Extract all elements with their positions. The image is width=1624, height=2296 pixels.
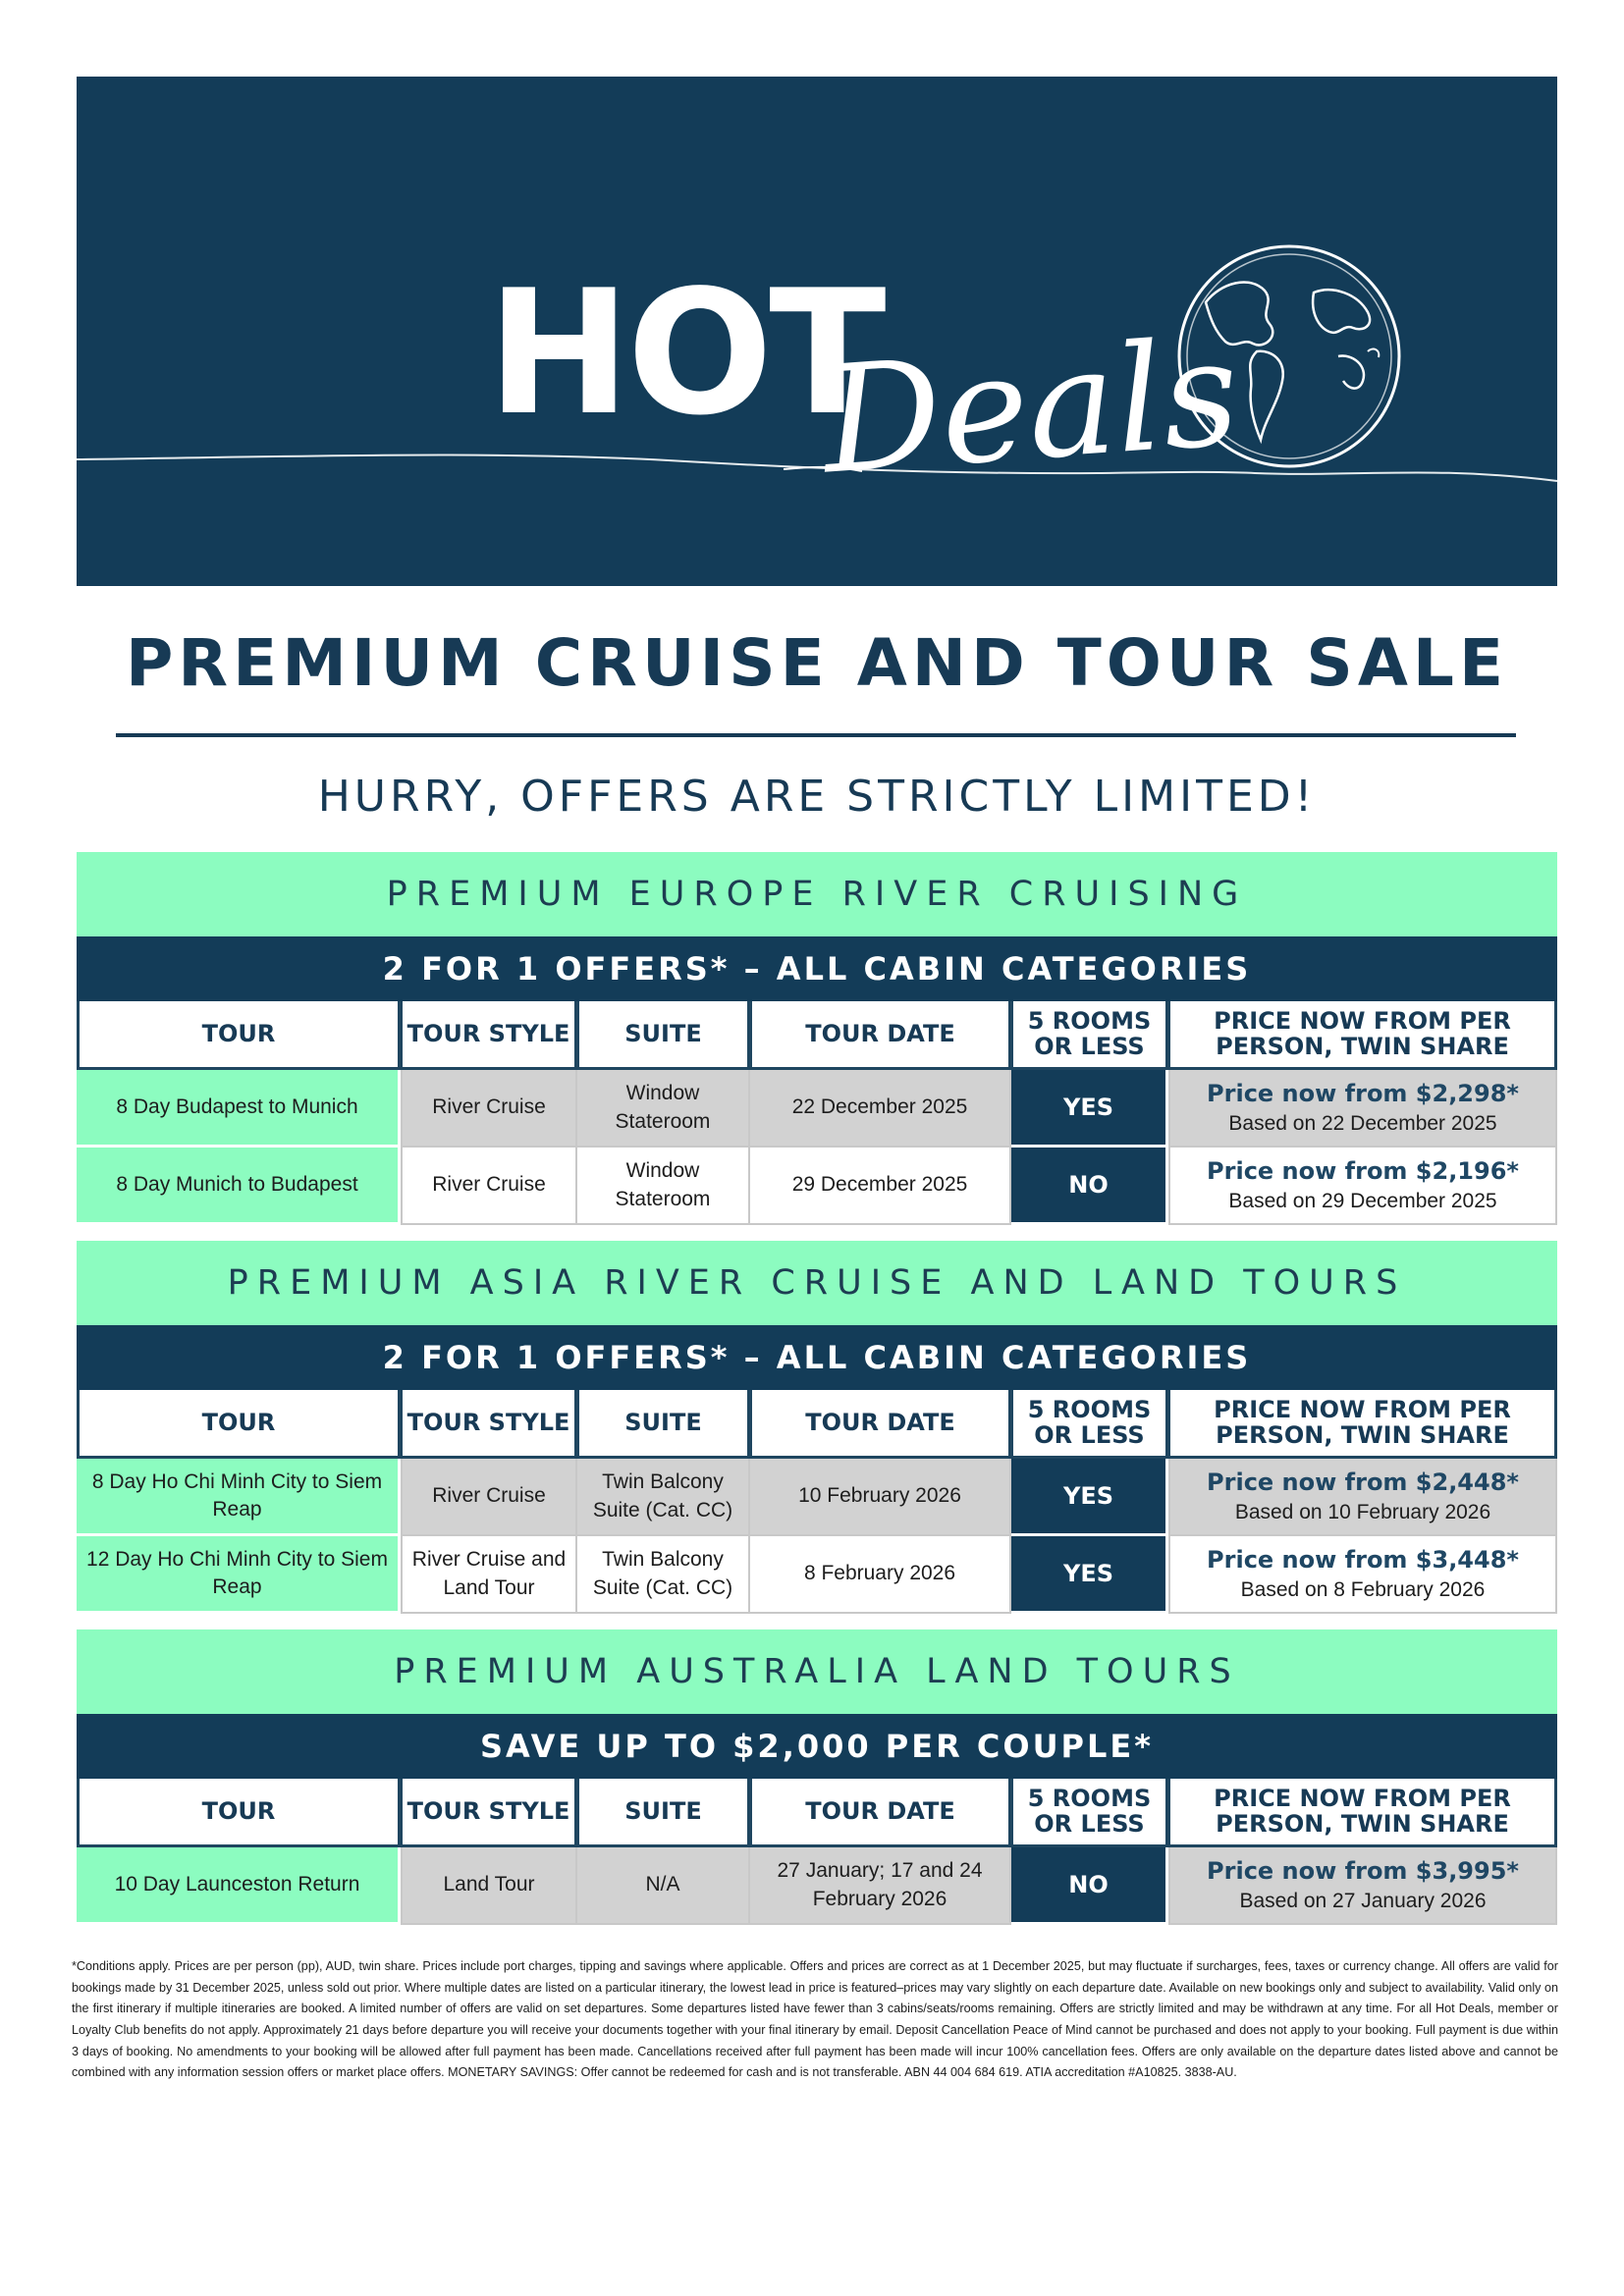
- section-offer-banner: SAVE UP TO $2,000 PER COUPLE*: [77, 1714, 1557, 1779]
- suite: Window Stateroom: [577, 1070, 750, 1148]
- col-header-tour: TOUR: [77, 1001, 401, 1070]
- terms-footnote: *Conditions apply. Prices are per person (pp), AUD, twin share. Prices include port charges, tipping and savings where applicable. Offers and prices are correct as at 1 December 2025, but may fluctuate if surcharges, fees, taxes or currency change. All offers are valid for bookings made by 31 December 2025, unless sold out prior. Where multiple dates are listed on a particular itinerary, the lowest lead in price is featured–prices may vary slightly on each departure date. Available on new bookings only and subject to availability. Valid only on the first itinerary if multiple itineraries are booked. A limited number of offers are valid on set departures. Some departures listed have fewer than 3 cabins/seats/rooms remaining. Offers are strictly limited and may be withdrawn at any time. For all Hot Deals, member or Loyalty Club benefits do not apply. Approximately 21 days before departure you will receive your documents together with your final itinerary by email. Deposit Cancellation Peace of Mind cannot be purchased and does not apply to your booking. Full payment is due within 3 days of booking. No amendments to your booking will be allowed after full payment has been made. Cancellations received after full payment has been made will incur 100% cancellation fees. Offers are only available on the departure dates listed above and cannot be combined with any information session offers or market place offers. MONETARY SAVINGS: Offer cannot be redeemed for cash and is not transferable. ABN 44 004 684 619. ATIA accreditation #A10825. 3838-AU.: [72, 1959, 1558, 2080]
- section-offer-banner: 2 FOR 1 OFFERS* – ALL CABIN CATEGORIES: [77, 936, 1557, 1001]
- rooms-badge: YES: [1011, 1459, 1168, 1536]
- col-header-price: PRICE NOW FROM PER PERSON, TWIN SHARE: [1168, 1779, 1557, 1847]
- price-now: Price now from $3,448*: [1207, 1546, 1519, 1575]
- suite: Twin Balcony Suite (Cat. CC): [577, 1536, 750, 1614]
- price-basis: Based on 29 December 2025: [1228, 1189, 1497, 1212]
- hot-word: HOT: [487, 254, 883, 454]
- tour-style: River Cruise: [401, 1070, 577, 1148]
- col-header-rooms: 5 ROOMS OR LESS: [1011, 1001, 1168, 1070]
- page-subtitle: HURRY, OFFERS ARE STRICTLY LIMITED!: [317, 772, 1317, 822]
- col-header-tour: TOUR: [77, 1779, 401, 1847]
- tour-name: 8 Day Ho Chi Minh City to Siem Reap: [77, 1459, 401, 1536]
- col-header-rooms: 5 ROOMS OR LESS: [1011, 1779, 1168, 1847]
- section-title: PREMIUM ASIA RIVER CRUISE AND LAND TOURS: [77, 1241, 1557, 1325]
- tour-date: 8 February 2026: [750, 1536, 1011, 1614]
- suite: N/A: [577, 1847, 750, 1925]
- tour-name: 8 Day Budapest to Munich: [77, 1070, 401, 1148]
- price-now: Price now from $3,995*: [1207, 1857, 1519, 1886]
- col-header-suite: SUITE: [577, 1779, 750, 1847]
- col-header-date: TOUR DATE: [750, 1001, 1011, 1070]
- col-header-date: TOUR DATE: [750, 1390, 1011, 1459]
- tour-date: 27 January; 17 and 24 February 2026: [750, 1847, 1011, 1925]
- tour-style: River Cruise: [401, 1459, 577, 1536]
- hot-deals-banner: [77, 77, 1557, 586]
- col-header-rooms: 5 ROOMS OR LESS: [1011, 1390, 1168, 1459]
- rooms-badge: NO: [1011, 1148, 1168, 1225]
- price-now: Price now from $2,448*: [1207, 1468, 1519, 1497]
- tour-name: 12 Day Ho Chi Minh City to Siem Reap: [77, 1536, 401, 1614]
- section-australia: [77, 1629, 1557, 1925]
- col-header-date: TOUR DATE: [750, 1779, 1011, 1847]
- col-header-price: PRICE NOW FROM PER PERSON, TWIN SHARE: [1168, 1001, 1557, 1070]
- globe-icon: [1166, 234, 1412, 479]
- price-basis: Based on 10 February 2026: [1234, 1500, 1491, 1523]
- col-header-tour: TOUR: [77, 1390, 401, 1459]
- price-now: Price now from $2,196*: [1207, 1157, 1519, 1186]
- section-title: PREMIUM AUSTRALIA LAND TOURS: [77, 1629, 1557, 1714]
- rooms-badge: YES: [1011, 1070, 1168, 1148]
- suite: Window Stateroom: [577, 1148, 750, 1225]
- price-basis: Based on 22 December 2025: [1228, 1111, 1497, 1135]
- section-asia: [77, 1241, 1557, 1614]
- deals-script: Deals: [817, 307, 1244, 507]
- deals-table: [77, 1390, 1557, 1614]
- price-basis: Based on 27 January 2026: [1239, 1889, 1487, 1912]
- price-cell: [1168, 1536, 1557, 1614]
- col-header-style: TOUR STYLE: [401, 1779, 577, 1847]
- tour-style: Land Tour: [401, 1847, 577, 1925]
- col-header-price: PRICE NOW FROM PER PERSON, TWIN SHARE: [1168, 1390, 1557, 1459]
- tour-name: 10 Day Launceston Return: [77, 1847, 401, 1925]
- col-header-style: TOUR STYLE: [401, 1390, 577, 1459]
- section-offer-banner: 2 FOR 1 OFFERS* – ALL CABIN CATEGORIES: [77, 1325, 1557, 1390]
- price-cell: [1168, 1847, 1557, 1925]
- rooms-badge: NO: [1011, 1847, 1168, 1925]
- price-cell: [1168, 1459, 1557, 1536]
- page-title: PREMIUM CRUISE AND TOUR SALE: [125, 625, 1509, 701]
- tour-style: River Cruise and Land Tour: [401, 1536, 577, 1614]
- section-europe: [77, 852, 1557, 1225]
- col-header-suite: SUITE: [577, 1390, 750, 1459]
- section-title: PREMIUM EUROPE RIVER CRUISING: [77, 852, 1557, 936]
- rooms-badge: YES: [1011, 1536, 1168, 1614]
- tour-date: 10 February 2026: [750, 1459, 1011, 1536]
- tour-name: 8 Day Munich to Budapest: [77, 1148, 401, 1225]
- title-divider: [116, 733, 1516, 737]
- price-basis: Based on 8 February 2026: [1240, 1577, 1486, 1601]
- col-header-style: TOUR STYLE: [401, 1001, 577, 1070]
- price-now: Price now from $2,298*: [1207, 1080, 1519, 1108]
- price-cell: [1168, 1070, 1557, 1148]
- price-cell: [1168, 1148, 1557, 1225]
- deals-table: [77, 1001, 1557, 1225]
- col-header-suite: SUITE: [577, 1001, 750, 1070]
- tour-style: River Cruise: [401, 1148, 577, 1225]
- deals-table: [77, 1779, 1557, 1925]
- tour-date: 29 December 2025: [750, 1148, 1011, 1225]
- suite: Twin Balcony Suite (Cat. CC): [577, 1459, 750, 1536]
- tour-date: 22 December 2025: [750, 1070, 1011, 1148]
